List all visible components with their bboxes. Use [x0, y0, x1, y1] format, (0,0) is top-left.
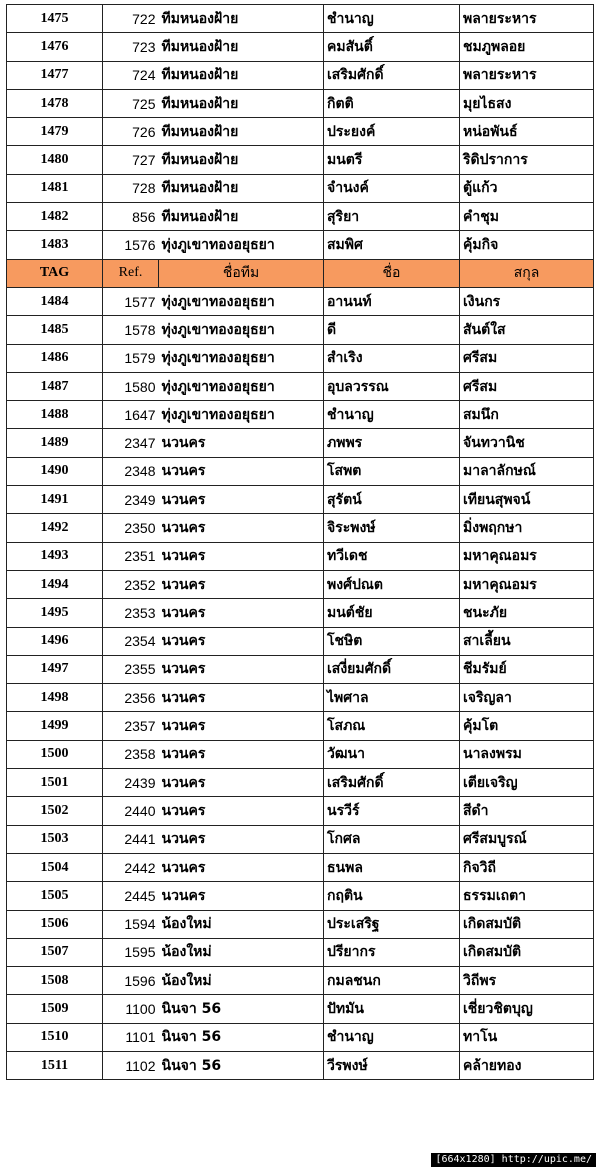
cell-surname: มุยไธสง: [460, 89, 594, 117]
cell-surname: ชนะภัย: [460, 599, 594, 627]
cell-ref: 2445: [103, 882, 159, 910]
cell-team: ทีมหนองฝ้าย: [159, 61, 324, 89]
cell-surname: คุ้มกิจ: [460, 231, 594, 259]
cell-surname: ชีมรัมย์: [460, 655, 594, 683]
cell-team: นินจา 56: [159, 1051, 324, 1079]
cell-ref: 2352: [103, 570, 159, 598]
cell-ref: 2439: [103, 769, 159, 797]
table-row: [7, 514, 594, 542]
table-row: [7, 853, 594, 881]
cell-name: เสริมศักดิ์: [324, 61, 460, 89]
cell-surname: สาเลี้ยน: [460, 627, 594, 655]
cell-tag: 1479: [7, 118, 103, 146]
table-row: [7, 146, 594, 174]
cell-surname: จันทวานิช: [460, 429, 594, 457]
table-header-group: [7, 259, 594, 287]
table-row: [7, 1023, 594, 1051]
cell-tag: 1497: [7, 655, 103, 683]
cell-tag: 1508: [7, 967, 103, 995]
cell-tag: 1478: [7, 89, 103, 117]
cell-name: นรวีร์: [324, 797, 460, 825]
cell-team: ทีมหนองฝ้าย: [159, 146, 324, 174]
cell-tag: 1493: [7, 542, 103, 570]
cell-name: ชำนาญ: [324, 401, 460, 429]
table-row: [7, 740, 594, 768]
table-row: [7, 995, 594, 1023]
cell-tag: 1499: [7, 712, 103, 740]
cell-ref: 856: [103, 203, 159, 231]
cell-team: นวนคร: [159, 599, 324, 627]
cell-surname: สีดำ: [460, 797, 594, 825]
cell-ref: 2442: [103, 853, 159, 881]
cell-tag: 1501: [7, 769, 103, 797]
cell-surname: มิ่งพฤกษา: [460, 514, 594, 542]
cell-tag: 1509: [7, 995, 103, 1023]
cell-team: ทีมหนองฝ้าย: [159, 203, 324, 231]
cell-ref: 726: [103, 118, 159, 146]
cell-name: สุรัตน์: [324, 486, 460, 514]
cell-ref: 1102: [103, 1051, 159, 1079]
cell-name: คมสันติ์: [324, 33, 460, 61]
cell-ref: 2353: [103, 599, 159, 627]
cell-surname: เกิดสมบัติ: [460, 910, 594, 938]
cell-surname: ทาโน: [460, 1023, 594, 1051]
cell-ref: 1647: [103, 401, 159, 429]
table-row: [7, 118, 594, 146]
cell-surname: มาลาลักษณ์: [460, 457, 594, 485]
cell-surname: เงินกร: [460, 287, 594, 315]
cell-name: กิตติ: [324, 89, 460, 117]
cell-ref: 1580: [103, 372, 159, 400]
cell-name: โชษิต: [324, 627, 460, 655]
cell-ref: 2351: [103, 542, 159, 570]
table-row: [7, 174, 594, 202]
table-row: [7, 5, 594, 33]
cell-tag: 1511: [7, 1051, 103, 1079]
watermark: [664x1280] http://upic.me/: [431, 1153, 596, 1167]
table-row: [7, 61, 594, 89]
cell-tag: 1507: [7, 938, 103, 966]
cell-tag: 1489: [7, 429, 103, 457]
cell-name: พงศ์ปณต: [324, 570, 460, 598]
cell-surname: ศรีสม: [460, 372, 594, 400]
cell-name: ชำนาญ: [324, 5, 460, 33]
cell-name: ดี: [324, 316, 460, 344]
table-row: [7, 89, 594, 117]
table-body-top: [7, 5, 594, 260]
table-row: [7, 203, 594, 231]
cell-team: ทีมหนองฝ้าย: [159, 89, 324, 117]
cell-team: นวนคร: [159, 542, 324, 570]
cell-ref: 1596: [103, 967, 159, 995]
table-row: [7, 372, 594, 400]
cell-tag: 1483: [7, 231, 103, 259]
cell-tag: 1495: [7, 599, 103, 627]
table-row: [7, 769, 594, 797]
cell-team: ทีมหนองฝ้าย: [159, 5, 324, 33]
cell-tag: 1500: [7, 740, 103, 768]
cell-tag: 1505: [7, 882, 103, 910]
cell-name: ประยงค์: [324, 118, 460, 146]
cell-surname: ธรรมเถตา: [460, 882, 594, 910]
cell-ref: 1579: [103, 344, 159, 372]
cell-ref: 2347: [103, 429, 159, 457]
cell-tag: 1496: [7, 627, 103, 655]
cell-surname: หน่อพันธ์: [460, 118, 594, 146]
cell-ref: 2348: [103, 457, 159, 485]
cell-tag: 1481: [7, 174, 103, 202]
table-row: [7, 486, 594, 514]
cell-team: ทุ่งภูเขาทองอยุธยา: [159, 344, 324, 372]
cell-surname: คุ้มโต: [460, 712, 594, 740]
cell-team: ทีมหนองฝ้าย: [159, 174, 324, 202]
table-row: [7, 910, 594, 938]
cell-team: น้องใหม่: [159, 910, 324, 938]
cell-name: กฤติน: [324, 882, 460, 910]
cell-team: นวนคร: [159, 457, 324, 485]
table-row: [7, 570, 594, 598]
header-team: ชื่อทีม: [159, 259, 324, 287]
table-row: [7, 1051, 594, 1079]
cell-name: เสริมศักดิ์: [324, 769, 460, 797]
cell-team: นวนคร: [159, 570, 324, 598]
table-row: [7, 882, 594, 910]
cell-ref: 723: [103, 33, 159, 61]
cell-surname: เทียนสุพจน์: [460, 486, 594, 514]
cell-surname: ริดิปราการ: [460, 146, 594, 174]
cell-ref: 1578: [103, 316, 159, 344]
cell-name: วัฒนา: [324, 740, 460, 768]
cell-team: นินจา 56: [159, 1023, 324, 1051]
cell-name: มนตรี: [324, 146, 460, 174]
cell-ref: 2358: [103, 740, 159, 768]
cell-surname: ศรีสมบูรณ์: [460, 825, 594, 853]
cell-team: ทีมหนองฝ้าย: [159, 33, 324, 61]
cell-name: สำเริง: [324, 344, 460, 372]
table-row: [7, 542, 594, 570]
cell-ref: 727: [103, 146, 159, 174]
cell-name: สุริยา: [324, 203, 460, 231]
cell-tag: 1506: [7, 910, 103, 938]
cell-ref: 728: [103, 174, 159, 202]
cell-name: เสงี่ยมศักดิ์: [324, 655, 460, 683]
cell-team: นวนคร: [159, 712, 324, 740]
cell-team: น้องใหม่: [159, 938, 324, 966]
cell-ref: 2440: [103, 797, 159, 825]
cell-tag: 1487: [7, 372, 103, 400]
cell-ref: 2349: [103, 486, 159, 514]
cell-name: ปัทมัน: [324, 995, 460, 1023]
cell-ref: 1577: [103, 287, 159, 315]
cell-name: ชำนาญ: [324, 1023, 460, 1051]
header-name: ชื่อ: [324, 259, 460, 287]
cell-team: นวนคร: [159, 684, 324, 712]
cell-team: ทุ่งภูเขาทองอยุธยา: [159, 316, 324, 344]
table-row: [7, 231, 594, 259]
cell-surname: ศรีสม: [460, 344, 594, 372]
cell-tag: 1502: [7, 797, 103, 825]
cell-tag: 1510: [7, 1023, 103, 1051]
cell-team: นินจา 56: [159, 995, 324, 1023]
header-surname: สกุล: [460, 259, 594, 287]
table-row: [7, 655, 594, 683]
cell-team: นวนคร: [159, 627, 324, 655]
cell-tag: 1490: [7, 457, 103, 485]
cell-ref: 2350: [103, 514, 159, 542]
cell-name: สมพิศ: [324, 231, 460, 259]
cell-team: ทุ่งภูเขาทองอยุธยา: [159, 401, 324, 429]
cell-team: นวนคร: [159, 797, 324, 825]
cell-surname: เกิดสมบัติ: [460, 938, 594, 966]
cell-team: ทุ่งภูเขาทองอยุธยา: [159, 372, 324, 400]
table-row: [7, 712, 594, 740]
cell-tag: 1485: [7, 316, 103, 344]
cell-surname: นาลงพรม: [460, 740, 594, 768]
cell-surname: เจริญลา: [460, 684, 594, 712]
cell-name: โสภณ: [324, 712, 460, 740]
table-row: [7, 344, 594, 372]
table-row: [7, 797, 594, 825]
table-row: [7, 938, 594, 966]
cell-tag: 1475: [7, 5, 103, 33]
registration-table: [6, 4, 594, 1080]
cell-surname: กิจวิถี: [460, 853, 594, 881]
cell-team: นวนคร: [159, 853, 324, 881]
table-row: [7, 287, 594, 315]
cell-name: อานนท์: [324, 287, 460, 315]
cell-surname: ชมภูพลอย: [460, 33, 594, 61]
table-row: [7, 825, 594, 853]
cell-tag: 1491: [7, 486, 103, 514]
cell-team: นวนคร: [159, 655, 324, 683]
cell-tag: 1476: [7, 33, 103, 61]
cell-tag: 1492: [7, 514, 103, 542]
table-row: [7, 967, 594, 995]
table-header-row: [7, 259, 594, 287]
cell-tag: 1488: [7, 401, 103, 429]
cell-name: จิระพงษ์: [324, 514, 460, 542]
cell-name: ธนพล: [324, 853, 460, 881]
cell-ref: 722: [103, 5, 159, 33]
cell-team: นวนคร: [159, 882, 324, 910]
cell-name: ภพพร: [324, 429, 460, 457]
cell-team: ทุ่งภูเขาทองอยุธยา: [159, 287, 324, 315]
header-tag: TAG: [7, 259, 103, 287]
cell-ref: 2357: [103, 712, 159, 740]
cell-surname: วิถีพร: [460, 967, 594, 995]
cell-surname: สันต์ใส: [460, 316, 594, 344]
cell-surname: มหาคุณอมร: [460, 570, 594, 598]
table-row: [7, 33, 594, 61]
cell-name: มนต์ชัย: [324, 599, 460, 627]
table-body-bottom: [7, 287, 594, 1079]
table-row: [7, 684, 594, 712]
cell-surname: สมนึก: [460, 401, 594, 429]
cell-name: ปรียากร: [324, 938, 460, 966]
table-row: [7, 401, 594, 429]
cell-name: กมลชนก: [324, 967, 460, 995]
cell-ref: 2354: [103, 627, 159, 655]
cell-ref: 724: [103, 61, 159, 89]
cell-tag: 1480: [7, 146, 103, 174]
table-row: [7, 429, 594, 457]
cell-team: นวนคร: [159, 769, 324, 797]
cell-ref: 2356: [103, 684, 159, 712]
cell-tag: 1484: [7, 287, 103, 315]
cell-ref: 2441: [103, 825, 159, 853]
cell-ref: 2355: [103, 655, 159, 683]
cell-ref: 1100: [103, 995, 159, 1023]
cell-tag: 1486: [7, 344, 103, 372]
cell-team: นวนคร: [159, 429, 324, 457]
cell-surname: คำชุม: [460, 203, 594, 231]
cell-tag: 1477: [7, 61, 103, 89]
cell-name: จำนงค์: [324, 174, 460, 202]
cell-team: นวนคร: [159, 740, 324, 768]
cell-surname: ตู้แก้ว: [460, 174, 594, 202]
cell-ref: 1576: [103, 231, 159, 259]
cell-surname: คล้ายทอง: [460, 1051, 594, 1079]
cell-ref: 1595: [103, 938, 159, 966]
cell-name: ประเสริฐ: [324, 910, 460, 938]
table-row: [7, 316, 594, 344]
cell-tag: 1482: [7, 203, 103, 231]
cell-tag: 1494: [7, 570, 103, 598]
cell-team: นวนคร: [159, 514, 324, 542]
cell-tag: 1498: [7, 684, 103, 712]
cell-name: ทวีเดช: [324, 542, 460, 570]
cell-tag: 1504: [7, 853, 103, 881]
cell-tag: 1503: [7, 825, 103, 853]
cell-team: ทีมหนองฝ้าย: [159, 118, 324, 146]
cell-surname: เชี่ยวชิตบุญ: [460, 995, 594, 1023]
cell-name: ไพศาล: [324, 684, 460, 712]
cell-surname: พลายระหาร: [460, 61, 594, 89]
cell-ref: 1594: [103, 910, 159, 938]
cell-name: โกศล: [324, 825, 460, 853]
cell-ref: 1101: [103, 1023, 159, 1051]
table-row: [7, 599, 594, 627]
cell-name: โสพต: [324, 457, 460, 485]
cell-team: นวนคร: [159, 825, 324, 853]
cell-surname: มหาคุณอมร: [460, 542, 594, 570]
cell-team: ทุ่งภูเขาทองอยุธยา: [159, 231, 324, 259]
cell-name: อุบลวรรณ: [324, 372, 460, 400]
cell-surname: เตียเจริญ: [460, 769, 594, 797]
cell-surname: พลายระหาร: [460, 5, 594, 33]
header-ref: Ref.: [103, 259, 159, 287]
table-row: [7, 627, 594, 655]
cell-team: น้องใหม่: [159, 967, 324, 995]
cell-team: นวนคร: [159, 486, 324, 514]
table-row: [7, 457, 594, 485]
cell-name: วีรพงษ์: [324, 1051, 460, 1079]
cell-ref: 725: [103, 89, 159, 117]
